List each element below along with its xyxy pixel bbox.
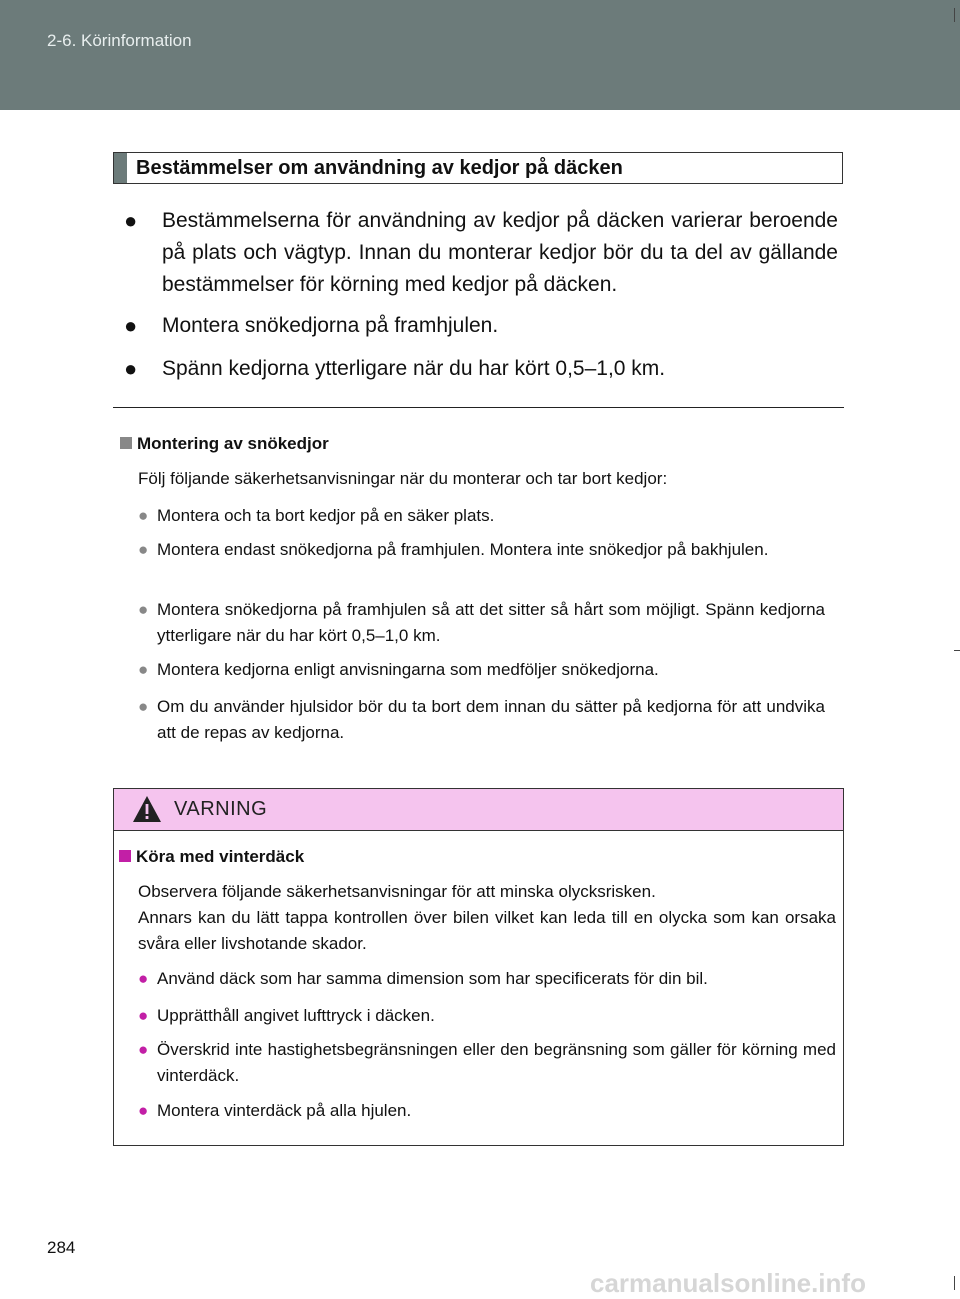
warning-bullet-text: Använd däck som har samma dimension som har specificerats för din bil. [157,969,708,988]
warning-box [113,788,844,1146]
bullet-icon: ● [138,1040,149,1059]
bullet-icon: ● [138,1006,149,1025]
bullet-icon: ● [138,660,149,679]
chapter-title: 2-6. Körinformation [47,31,192,50]
main-bullet-text: Spänn kedjorna ytterligare när du har kört 0,5–1,0 km. [162,357,666,380]
mounting-bullet-text: Montera kedjorna enligt anvisningarna som medföljer snökedjorna. [157,660,659,679]
section-title-box [113,152,843,184]
warning-bullet-text: Montera vinterdäck på alla hjulen. [157,1101,412,1120]
bullet-icon: ● [124,356,138,381]
warning-label: VARNING [174,798,268,820]
page-number: 284 [47,1238,76,1257]
bullet-icon: ● [138,540,149,559]
warning-triangle-icon [132,795,162,823]
square-bullet-icon [120,437,132,449]
crop-mark [954,650,960,651]
bullet-icon: ● [138,697,149,716]
main-bullet-1 [124,205,844,301]
bullet-icon: ● [124,208,138,233]
main-bullet-text: Montera snökedjorna på framhjulen. [162,314,499,337]
page-header [0,0,960,110]
warning-intro-1: Observera följande säkerhetsanvisningar för att minska olycksrisken. [138,882,656,901]
crop-mark [954,8,955,22]
section-title: Bestämmelser om användning av kedjor på däcken [136,157,623,179]
warning-bullet-text: Upprätthåll angivet lufttryck i däcken. [157,1006,435,1025]
bullet-icon: ● [138,1101,149,1120]
mounting-intro: Följ följande säkerhetsanvisningar när du monterar och tar bort kedjor: [138,469,668,488]
mounting-heading-text: Montering av snökedjor [137,434,329,453]
warning-bullet-text: Överskrid inte hastighetsbegränsningen eller den begränsning som gäller för körning med vinterdäck. [157,1040,836,1085]
mounting-bullet-text: Montera och ta bort kedjor på en säker plats. [157,506,495,525]
main-bullet-text: Bestämmelserna för användning av kedjor på däcken varierar beroende på plats och vägtyp. Innan du monterar kedjor bör du ta del av gällande bestämmelser för körning med kedjor på däcken. [162,209,838,296]
watermark-url: carmanualsonline.info [590,1268,866,1298]
section-title-bar [114,153,127,183]
warning-heading [119,847,304,867]
bullet-icon: ● [138,600,149,619]
bullet-icon: ● [138,969,149,988]
bullet-icon: ● [138,506,149,525]
warning-heading-text: Köra med vinterdäck [136,847,305,866]
warning-header [114,789,843,831]
square-bullet-icon [119,850,131,862]
main-bullet-2 [124,310,844,342]
mounting-bullet-text: Montera endast snökedjorna på framhjulen. Montera inte snökedjor på bakhjulen. [157,540,769,559]
crop-mark [954,1276,955,1290]
warning-intro-2: Annars kan du lätt tappa kontrollen över bilen vilket kan leda till en olycka som kan orsaka svåra eller livshotande skador. [138,908,836,953]
mounting-bullet-text: Om du använder hjulsidor bör du ta bort dem innan du sätter på kedjorna för att undvika att de repas av kedjorna. [157,697,825,742]
bullet-icon: ● [124,313,138,338]
main-bullet-3 [124,353,844,385]
mounting-heading [120,434,329,454]
mounting-bullet-text: Montera snökedjorna på framhjulen så att det sitter så hårt som möjligt. Spänn kedjorna ytterligare när du har kört 0,5–1,0 km. [157,600,825,645]
section-divider [113,407,844,408]
